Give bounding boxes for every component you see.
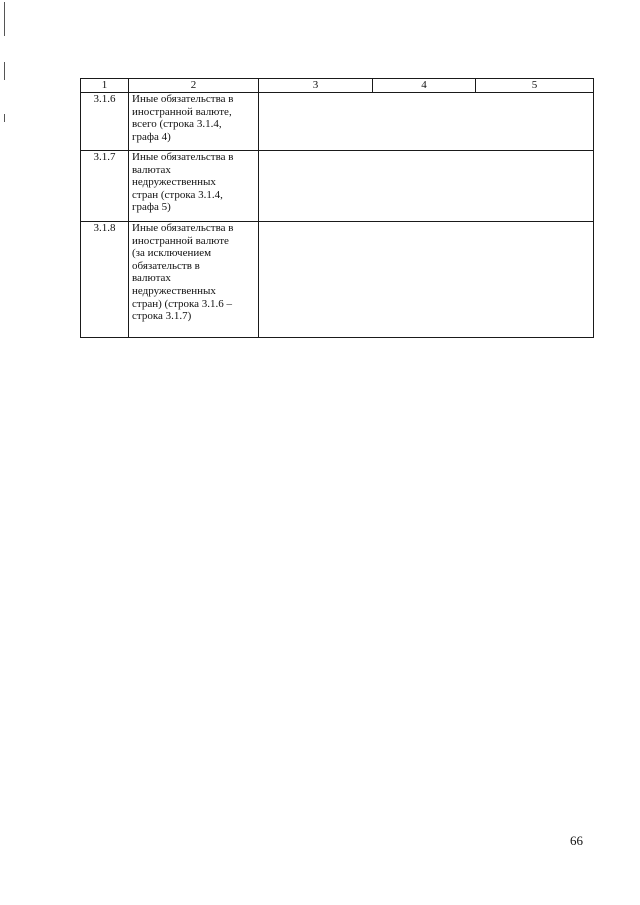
row-description: Иные обязательства в иностранной валюте (за исключением обязательств в валютах недружественных стран) (строка 3.1.6 – строка 3.1.7): [129, 222, 259, 338]
table-row: [81, 151, 594, 222]
column-header: 1: [81, 79, 129, 93]
merged-value-cell: [259, 93, 594, 151]
column-header: 4: [373, 79, 476, 93]
row-number: 3.1.6: [81, 93, 129, 151]
merged-value-cell: [259, 222, 594, 338]
column-header: 5: [476, 79, 594, 93]
table-row: [81, 222, 594, 338]
row-description: Иные обязательства в иностранной валюте, всего (строка 3.1.4, графа 4): [129, 93, 259, 151]
table-header-row: [81, 79, 594, 93]
obligations-table: [80, 78, 594, 338]
row-description: Иные обязательства в валютах недружественных стран (строка 3.1.4, графа 5): [129, 151, 259, 222]
scan-edge-mark: [4, 62, 5, 80]
scan-edge-mark: [4, 2, 5, 36]
column-header: 3: [259, 79, 373, 93]
scan-edge-mark: [4, 114, 5, 122]
page-number: 66: [570, 833, 583, 848]
merged-value-cell: [259, 151, 594, 222]
row-number: 3.1.7: [81, 151, 129, 222]
table-row: [81, 93, 594, 151]
row-number: 3.1.8: [81, 222, 129, 338]
column-header: 2: [129, 79, 259, 93]
